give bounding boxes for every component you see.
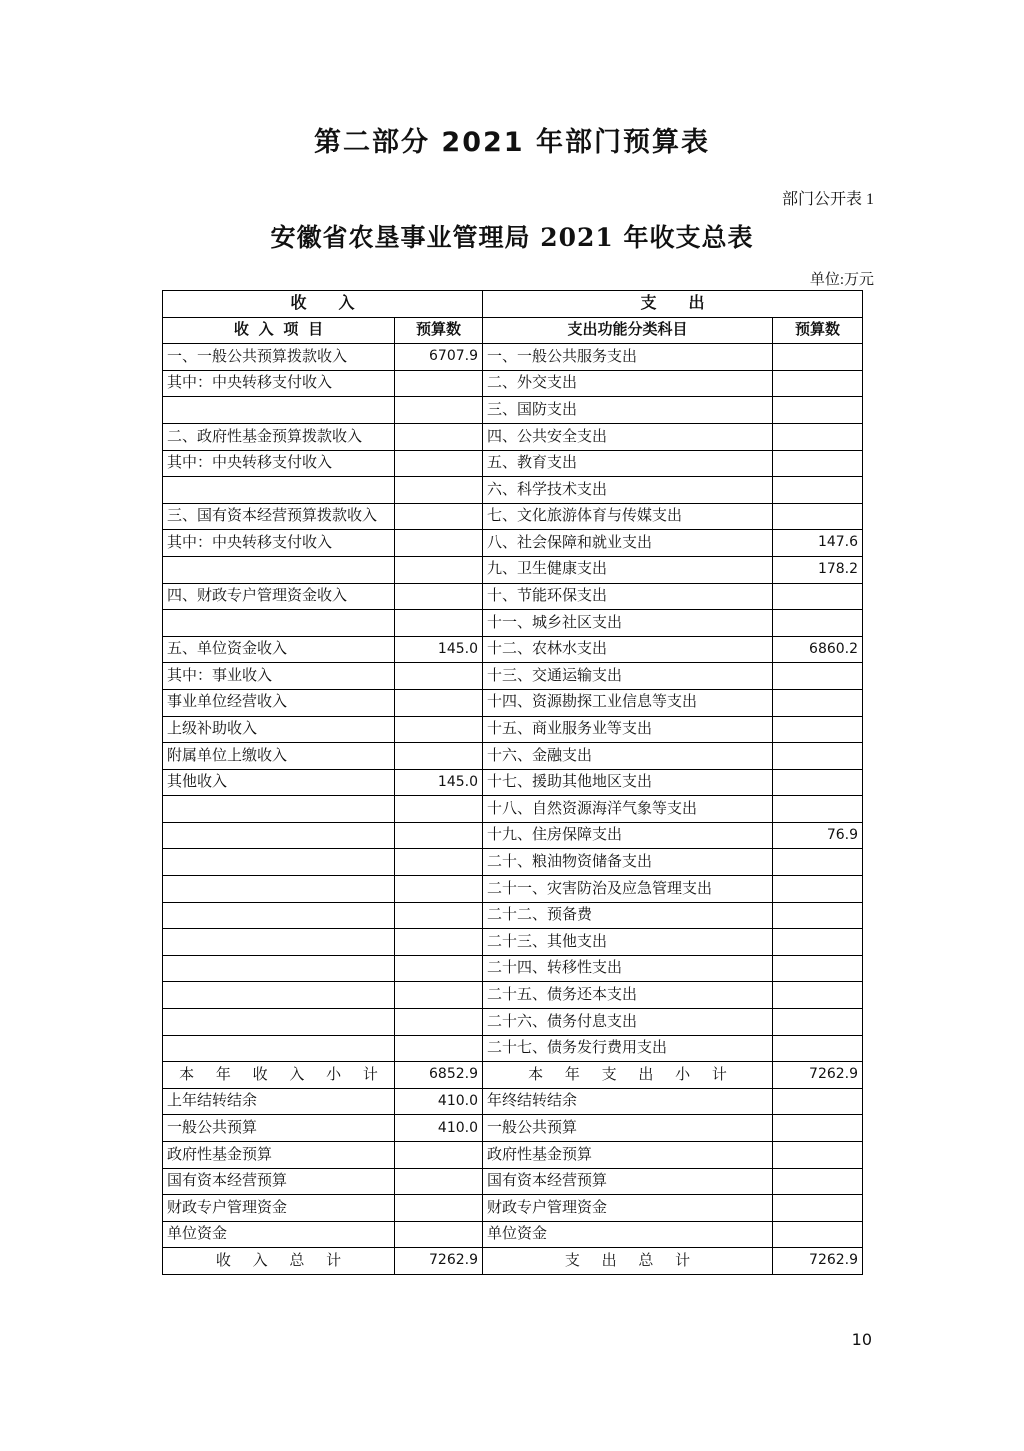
expense-item-label: 十三、交通运输支出 xyxy=(483,663,773,690)
expense-carryover-label: 财政专户管理资金 xyxy=(483,1195,773,1222)
expense-item-value: 6860.2 xyxy=(773,636,863,663)
table-row xyxy=(163,344,863,371)
expense-carryover-value xyxy=(773,1142,863,1169)
expense-item-value xyxy=(773,1009,863,1036)
income-item-value xyxy=(395,982,483,1009)
income-item-value xyxy=(395,1009,483,1036)
expense-item-value xyxy=(773,503,863,530)
income-item-label xyxy=(163,796,395,823)
expense-item-value xyxy=(773,477,863,504)
expense-carryover-label: 国有资本经营预算 xyxy=(483,1168,773,1195)
income-subtotal-value: 6852.9 xyxy=(395,1062,483,1089)
income-item-label: 四、财政专户管理资金收入 xyxy=(163,583,395,610)
table-row xyxy=(163,769,863,796)
table-row xyxy=(163,636,863,663)
budget-summary-table xyxy=(162,290,863,1275)
table-row xyxy=(163,796,863,823)
income-item-value xyxy=(395,849,483,876)
income-item-value xyxy=(395,583,483,610)
income-item-label xyxy=(163,849,395,876)
total-row xyxy=(163,1248,863,1275)
expense-item-label: 十九、住房保障支出 xyxy=(483,822,773,849)
income-item-label xyxy=(163,556,395,583)
expense-item-value xyxy=(773,663,863,690)
expense-carryover-value xyxy=(773,1115,863,1142)
expense-item-value xyxy=(773,769,863,796)
carryover-row xyxy=(163,1115,863,1142)
income-item-label xyxy=(163,876,395,903)
expense-item-value xyxy=(773,876,863,903)
header-income-budget: 预算数 xyxy=(395,317,483,344)
page-number: 10 xyxy=(851,1330,872,1349)
table-row xyxy=(163,1035,863,1062)
income-carryover-label: 政府性基金预算 xyxy=(163,1142,395,1169)
income-item-value xyxy=(395,610,483,637)
income-item-value xyxy=(395,503,483,530)
income-item-label xyxy=(163,397,395,424)
expense-item-label: 十、节能环保支出 xyxy=(483,583,773,610)
income-item-label xyxy=(163,929,395,956)
table-row xyxy=(163,982,863,1009)
expense-item-value xyxy=(773,450,863,477)
expense-item-value xyxy=(773,716,863,743)
subtotal-row xyxy=(163,1062,863,1089)
income-item-label: 一、一般公共预算拨款收入 xyxy=(163,344,395,371)
expense-item-value: 147.6 xyxy=(773,530,863,557)
header-expense-budget: 预算数 xyxy=(773,317,863,344)
expense-item-label: 二、外交支出 xyxy=(483,370,773,397)
expense-item-value xyxy=(773,344,863,371)
expense-carryover-value xyxy=(773,1088,863,1115)
expense-item-value xyxy=(773,849,863,876)
table-row xyxy=(163,849,863,876)
income-item-value xyxy=(395,876,483,903)
header-income: 收 入 xyxy=(163,291,483,318)
income-carryover-value: 410.0 xyxy=(395,1115,483,1142)
table-row xyxy=(163,423,863,450)
expense-carryover-label: 年终结转结余 xyxy=(483,1088,773,1115)
expense-item-label: 六、科学技术支出 xyxy=(483,477,773,504)
expense-item-value xyxy=(773,689,863,716)
income-item-label: 其他收入 xyxy=(163,769,395,796)
income-item-value xyxy=(395,1035,483,1062)
income-carryover-value xyxy=(395,1142,483,1169)
expense-item-label: 二十四、转移性支出 xyxy=(483,955,773,982)
table-row xyxy=(163,902,863,929)
income-item-value xyxy=(395,716,483,743)
income-item-value xyxy=(395,663,483,690)
expense-item-value: 178.2 xyxy=(773,556,863,583)
income-item-value xyxy=(395,530,483,557)
income-item-value xyxy=(395,822,483,849)
income-item-label xyxy=(163,610,395,637)
income-item-value: 6707.9 xyxy=(395,344,483,371)
expense-item-value xyxy=(773,397,863,424)
income-item-value xyxy=(395,689,483,716)
income-item-value xyxy=(395,902,483,929)
income-item-value xyxy=(395,955,483,982)
income-item-value xyxy=(395,743,483,770)
income-carryover-value xyxy=(395,1168,483,1195)
expense-carryover-label: 单位资金 xyxy=(483,1221,773,1248)
income-item-label: 事业单位经营收入 xyxy=(163,689,395,716)
expense-item-label: 二十三、其他支出 xyxy=(483,929,773,956)
table-row xyxy=(163,955,863,982)
income-carryover-label: 财政专户管理资金 xyxy=(163,1195,395,1222)
expense-item-label: 四、公共安全支出 xyxy=(483,423,773,450)
income-item-label: 二、政府性基金预算拨款收入 xyxy=(163,423,395,450)
expense-item-label: 十六、金融支出 xyxy=(483,743,773,770)
table-row xyxy=(163,370,863,397)
expense-item-label: 二十五、债务还本支出 xyxy=(483,982,773,1009)
table-row xyxy=(163,822,863,849)
expense-carryover-value xyxy=(773,1221,863,1248)
expense-item-label: 十一、城乡社区支出 xyxy=(483,610,773,637)
expense-item-value: 76.9 xyxy=(773,822,863,849)
income-item-label xyxy=(163,982,395,1009)
table-header-sub xyxy=(163,317,863,344)
expense-item-value xyxy=(773,902,863,929)
table-row xyxy=(163,503,863,530)
income-carryover-label: 上年结转结余 xyxy=(163,1088,395,1115)
table-row xyxy=(163,689,863,716)
table-row xyxy=(163,876,863,903)
income-subtotal-label: 本 年 收 入 小 计 xyxy=(163,1062,395,1089)
expense-item-value xyxy=(773,955,863,982)
expense-item-value xyxy=(773,423,863,450)
income-total-value: 7262.9 xyxy=(395,1248,483,1275)
expense-item-label: 二十七、债务发行费用支出 xyxy=(483,1035,773,1062)
income-carryover-label: 国有资本经营预算 xyxy=(163,1168,395,1195)
income-item-label xyxy=(163,1035,395,1062)
expense-item-value xyxy=(773,370,863,397)
expense-total-label: 支 出 总 计 xyxy=(483,1248,773,1275)
income-item-value xyxy=(395,477,483,504)
expense-item-label: 九、卫生健康支出 xyxy=(483,556,773,583)
income-item-label xyxy=(163,955,395,982)
carryover-row xyxy=(163,1195,863,1222)
income-item-label: 五、单位资金收入 xyxy=(163,636,395,663)
expense-item-label: 十二、农林水支出 xyxy=(483,636,773,663)
expense-item-label: 十四、资源勘探工业信息等支出 xyxy=(483,689,773,716)
income-carryover-value xyxy=(395,1221,483,1248)
expense-item-label: 二十六、债务付息支出 xyxy=(483,1009,773,1036)
table-row xyxy=(163,450,863,477)
expense-item-label: 十八、自然资源海洋气象等支出 xyxy=(483,796,773,823)
table-row xyxy=(163,743,863,770)
table-title: 安徽省农垦事业管理局 2021 年收支总表 xyxy=(270,223,754,252)
expense-item-label: 二十一、灾害防治及应急管理支出 xyxy=(483,876,773,903)
income-item-value xyxy=(395,929,483,956)
income-item-label: 其中：中央转移支付收入 xyxy=(163,370,395,397)
expense-carryover-label: 一般公共预算 xyxy=(483,1115,773,1142)
income-item-label: 其中：中央转移支付收入 xyxy=(163,450,395,477)
income-item-label: 其中：事业收入 xyxy=(163,663,395,690)
unit-label: 单位:万元 xyxy=(809,272,874,288)
expense-item-value xyxy=(773,982,863,1009)
income-item-value xyxy=(395,397,483,424)
expense-carryover-label: 政府性基金预算 xyxy=(483,1142,773,1169)
income-item-label: 其中：中央转移支付收入 xyxy=(163,530,395,557)
expense-item-label: 八、社会保障和就业支出 xyxy=(483,530,773,557)
table-row xyxy=(163,663,863,690)
income-item-value xyxy=(395,450,483,477)
income-carryover-value xyxy=(395,1195,483,1222)
income-item-label xyxy=(163,902,395,929)
table-row xyxy=(163,397,863,424)
income-item-label: 上级补助收入 xyxy=(163,716,395,743)
expense-total-value: 7262.9 xyxy=(773,1248,863,1275)
income-item-value xyxy=(395,423,483,450)
income-carryover-label: 单位资金 xyxy=(163,1221,395,1248)
expense-item-label: 十五、商业服务业等支出 xyxy=(483,716,773,743)
table-row xyxy=(163,477,863,504)
table-row xyxy=(163,716,863,743)
expense-subtotal-value: 7262.9 xyxy=(773,1062,863,1089)
income-item-value xyxy=(395,556,483,583)
income-item-value: 145.0 xyxy=(395,769,483,796)
expense-item-value xyxy=(773,929,863,956)
income-item-value xyxy=(395,370,483,397)
income-item-value xyxy=(395,796,483,823)
carryover-row xyxy=(163,1168,863,1195)
income-item-label xyxy=(163,822,395,849)
income-total-label: 收 入 总 计 xyxy=(163,1248,395,1275)
carryover-row xyxy=(163,1142,863,1169)
expense-item-label: 一、一般公共服务支出 xyxy=(483,344,773,371)
income-item-label: 附属单位上缴收入 xyxy=(163,743,395,770)
expense-item-label: 二十二、预备费 xyxy=(483,902,773,929)
income-item-label xyxy=(163,1009,395,1036)
section-title: 第二部分 2021 年部门预算表 xyxy=(314,127,710,158)
table-row xyxy=(163,610,863,637)
table-row xyxy=(163,583,863,610)
expense-item-value xyxy=(773,743,863,770)
expense-item-value xyxy=(773,796,863,823)
expense-carryover-value xyxy=(773,1195,863,1222)
expense-subtotal-label: 本 年 支 出 小 计 xyxy=(483,1062,773,1089)
table-header-main xyxy=(163,291,863,318)
income-item-label xyxy=(163,477,395,504)
income-item-value: 145.0 xyxy=(395,636,483,663)
table-row xyxy=(163,530,863,557)
header-income-item: 收 入 项 目 xyxy=(163,317,395,344)
expense-item-label: 五、教育支出 xyxy=(483,450,773,477)
table-row xyxy=(163,929,863,956)
header-expense-item: 支出功能分类科目 xyxy=(483,317,773,344)
income-carryover-label: 一般公共预算 xyxy=(163,1115,395,1142)
header-expense: 支 出 xyxy=(483,291,863,318)
income-item-label: 三、国有资本经营预算拨款收入 xyxy=(163,503,395,530)
form-number-label: 部门公开表 1 xyxy=(781,191,874,208)
income-carryover-value: 410.0 xyxy=(395,1088,483,1115)
expense-item-label: 十七、援助其他地区支出 xyxy=(483,769,773,796)
expense-item-label: 七、文化旅游体育与传媒支出 xyxy=(483,503,773,530)
expense-item-value xyxy=(773,610,863,637)
carryover-row xyxy=(163,1221,863,1248)
expense-carryover-value xyxy=(773,1168,863,1195)
expense-item-value xyxy=(773,1035,863,1062)
expense-item-value xyxy=(773,583,863,610)
table-row xyxy=(163,1009,863,1036)
expense-item-label: 二十、粮油物资储备支出 xyxy=(483,849,773,876)
table-row xyxy=(163,556,863,583)
expense-item-label: 三、国防支出 xyxy=(483,397,773,424)
carryover-row xyxy=(163,1088,863,1115)
